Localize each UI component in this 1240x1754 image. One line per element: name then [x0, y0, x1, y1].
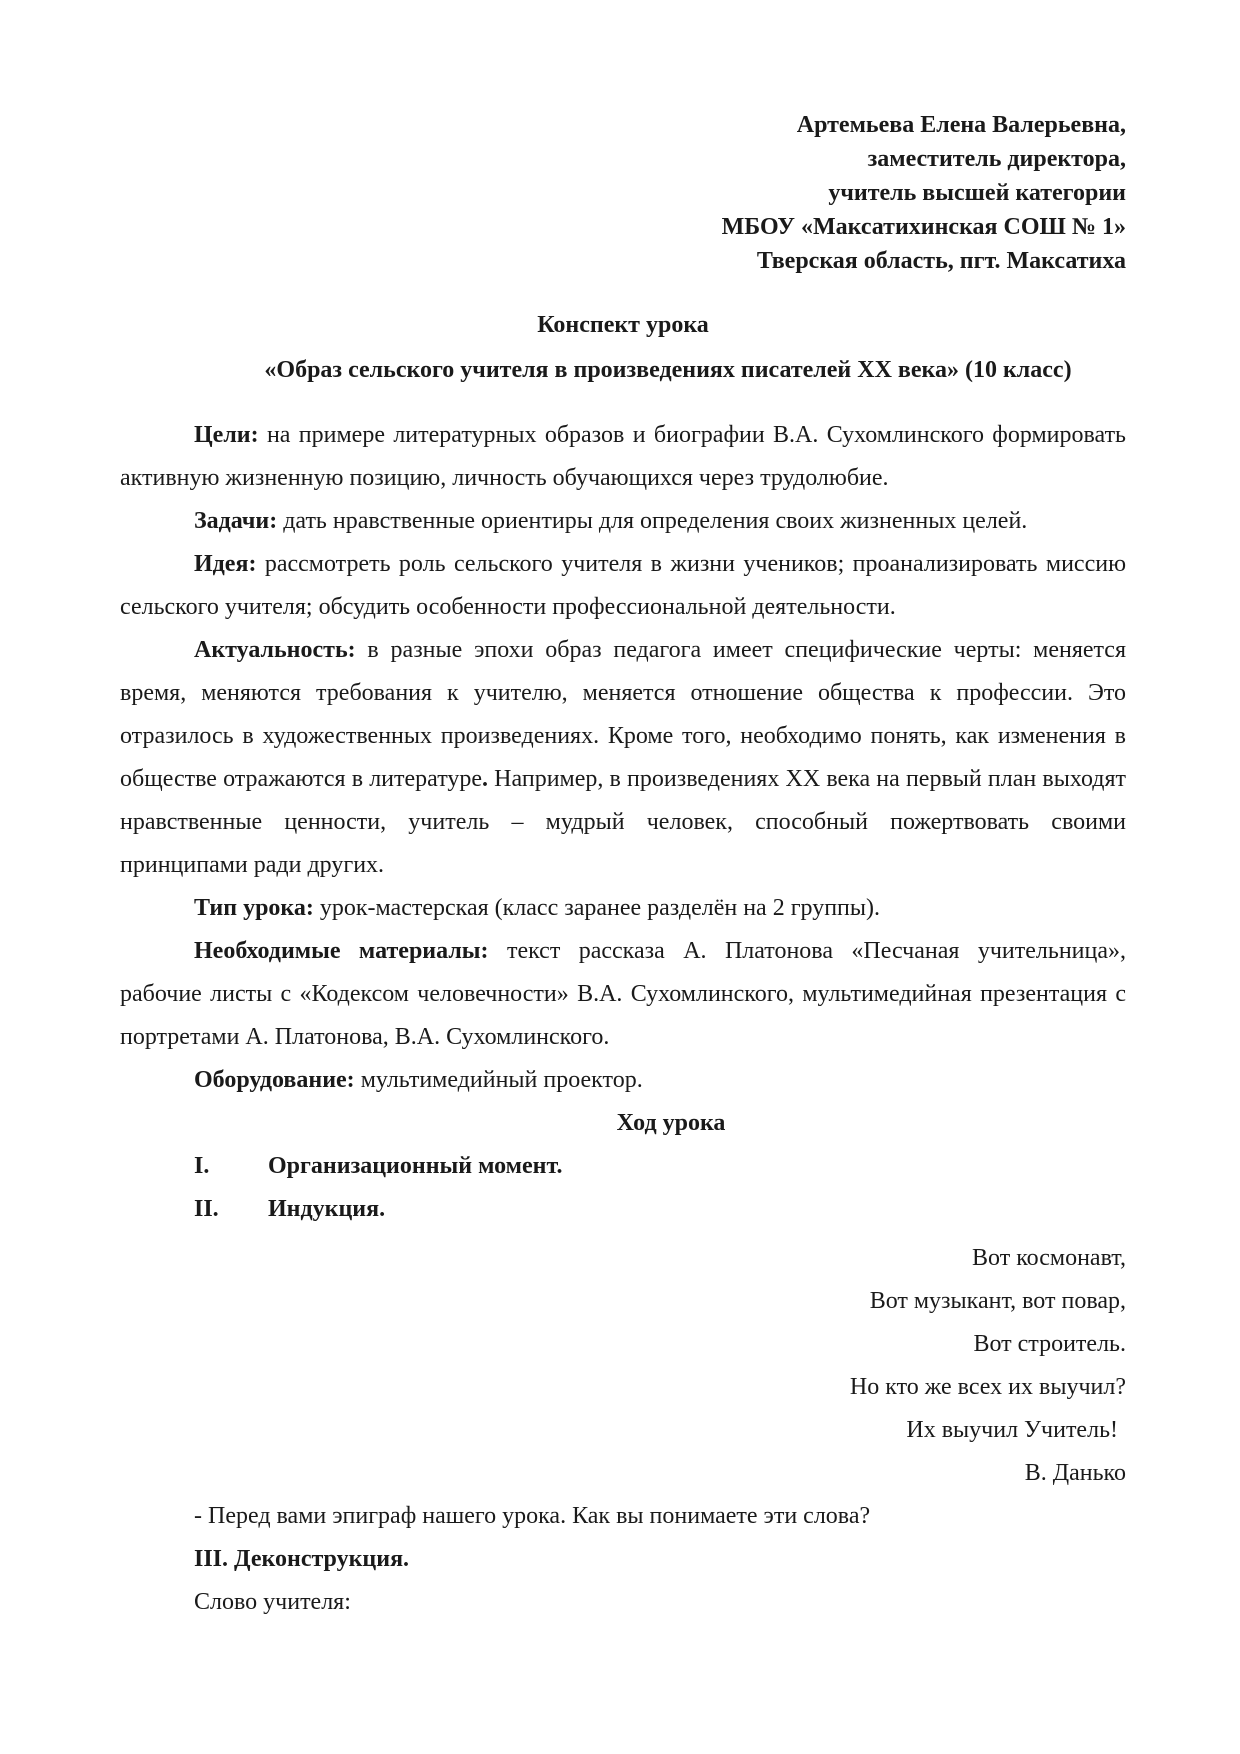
materials-label: Необходимые материалы: — [194, 938, 489, 964]
epigraph-line: Вот строитель. — [973, 1331, 1126, 1357]
stage-item — [120, 1188, 1126, 1231]
document-subtitle: «Образ сельского учителя в произведениях писателей XX века» (10 класс) — [264, 357, 1072, 383]
goals-label: Цели: — [194, 422, 259, 448]
epigraph — [120, 1237, 1126, 1495]
relevance-text-2: Например, в произведениях XX века на первый план выходят нравственные ценности, учитель – мудрый человек, способный пожертвовать своими принципами ради других. — [120, 766, 1126, 878]
author-school: МБОУ «Максатихинская СОШ № 1» — [721, 214, 1126, 240]
stage-number: II. — [194, 1196, 219, 1222]
lesson-type-paragraph — [120, 887, 1126, 930]
stage-3-heading: III. Деконструкция. — [194, 1546, 410, 1572]
goals-paragraph — [120, 414, 1126, 500]
equipment-text: мультимедийный проектор. — [354, 1067, 643, 1093]
lesson-type-text: урок-мастерская (класс заранее разделён на 2 группы). — [313, 895, 881, 921]
lesson-type-label: Тип урока: — [194, 895, 314, 921]
epigraph-author: В. Данько — [1024, 1460, 1126, 1486]
tasks-paragraph — [120, 500, 1126, 543]
equipment-paragraph — [120, 1059, 1126, 1102]
lesson-heading: Ход урока — [616, 1110, 726, 1136]
author-location: Тверская область, пгт. Максатиха — [756, 248, 1126, 274]
epigraph-line: Но кто же всех их выучил? — [849, 1374, 1126, 1400]
epigraph-question: - Перед вами эпиграф нашего урока. Как вы понимаете эти слова? — [194, 1503, 871, 1529]
relevance-text-1: в разные эпохи образ педагога имеет специфические черты: меняется время, меняются требования к учителю, меняется отношение общества к профессии. Это отразилось в художественных произведениях. Кроме того, необходимо понять, как изменения в обществе отражаются в литературе — [120, 637, 1126, 792]
stage-item — [120, 1145, 1126, 1188]
author-name: Артемьева Елена Валерьевна, — [796, 112, 1126, 138]
stage-label: Организационный момент. — [268, 1153, 563, 1179]
equipment-label: Оборудование: — [194, 1067, 355, 1093]
document-title: Конспект урока — [537, 312, 709, 338]
epigraph-line: Их выучил Учитель! — [906, 1417, 1118, 1443]
author-category: учитель высшей категории — [828, 180, 1126, 206]
document-content — [120, 108, 1126, 1624]
idea-text: рассмотреть роль сельского учителя в жизни учеников; проанализировать миссию сельского учителя; обсудить особенности профессиональной деятельности. — [120, 551, 1126, 620]
goals-text: на примере литературных образов и биографии В.А. Сухомлинского формировать активную жизненную позицию, личность обучающихся через трудолюбие. — [120, 422, 1126, 491]
epigraph-line: Вот музыкант, вот повар, — [869, 1288, 1126, 1314]
idea-paragraph — [120, 543, 1126, 629]
relevance-bold-dot: . — [482, 766, 489, 792]
stage-label: Индукция. — [268, 1196, 386, 1222]
tasks-label: Задачи: — [194, 508, 278, 534]
author-block — [120, 108, 1126, 278]
teacher-word: Слово учителя: — [194, 1589, 351, 1615]
relevance-paragraph — [120, 629, 1126, 887]
stage-number: I. — [194, 1153, 210, 1179]
idea-label: Идея: — [194, 551, 257, 577]
tasks-text: дать нравственные ориентиры для определения своих жизненных целей. — [277, 508, 1028, 534]
relevance-label: Актуальность: — [194, 637, 356, 663]
author-position: заместитель директора, — [867, 146, 1126, 172]
materials-text: текст рассказа А. Платонова «Песчаная учительница», рабочие листы с «Кодексом человечности» В.А. Сухомлинского, мультимедийная презентация с портретами А. Платонова, В.А. Сухомлинского. — [120, 938, 1126, 1050]
materials-paragraph — [120, 930, 1126, 1059]
epigraph-line: Вот космонавт, — [972, 1245, 1126, 1271]
